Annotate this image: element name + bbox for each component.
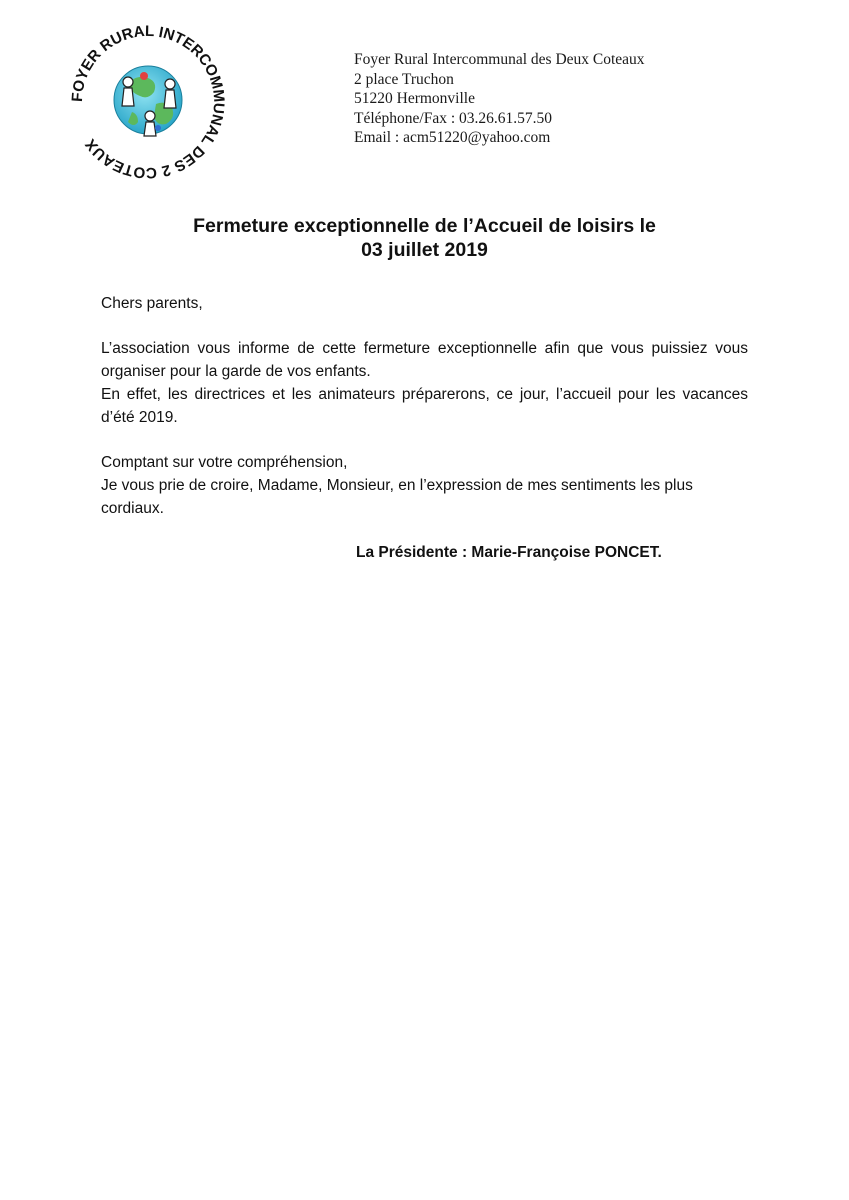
closing-line: Comptant sur votre compréhension, — [101, 454, 348, 471]
paragraph-closing — [101, 451, 748, 520]
globe-with-children-icon — [58, 12, 238, 192]
letter-title — [0, 214, 849, 262]
greeting: Chers parents, — [101, 295, 203, 312]
logo-ring-text: FOYER RURAL INTERCOMMUNAL DES 2 COTEAUX — [68, 22, 228, 182]
paragraph-line: L’association vous informe de cette fermeture exceptionnelle afin que vous puissiez vous organiser pour la garde de vos enfants. — [101, 340, 748, 380]
organization-logo — [58, 12, 238, 192]
title-line-1: Fermeture exceptionnelle de l’Accueil de loisirs le — [193, 215, 656, 237]
email: Email : acm51220@yahoo.com — [354, 129, 551, 147]
paragraph-information — [101, 337, 748, 429]
closing-line: Je vous prie de croire, Madame, Monsieur, en l’expression de mes sentiments les plus cordiaux. — [101, 477, 693, 517]
city: 51220 Hermonville — [354, 90, 475, 108]
paragraph-line: En effet, les directrices et les animateurs préparerons, ce jour, l’accueil pour les vacances d’été 2019. — [101, 386, 748, 426]
title-line-2: 03 juillet 2019 — [361, 239, 488, 261]
org-name: Foyer Rural Intercommunal des Deux Coteaux — [354, 51, 645, 68]
sender-address — [354, 50, 645, 148]
phone: Téléphone/Fax : 03.26.61.57.50 — [354, 109, 553, 127]
street: 2 place Truchon — [354, 70, 454, 88]
signature: La Présidente : Marie-Françoise PONCET. — [356, 544, 662, 561]
